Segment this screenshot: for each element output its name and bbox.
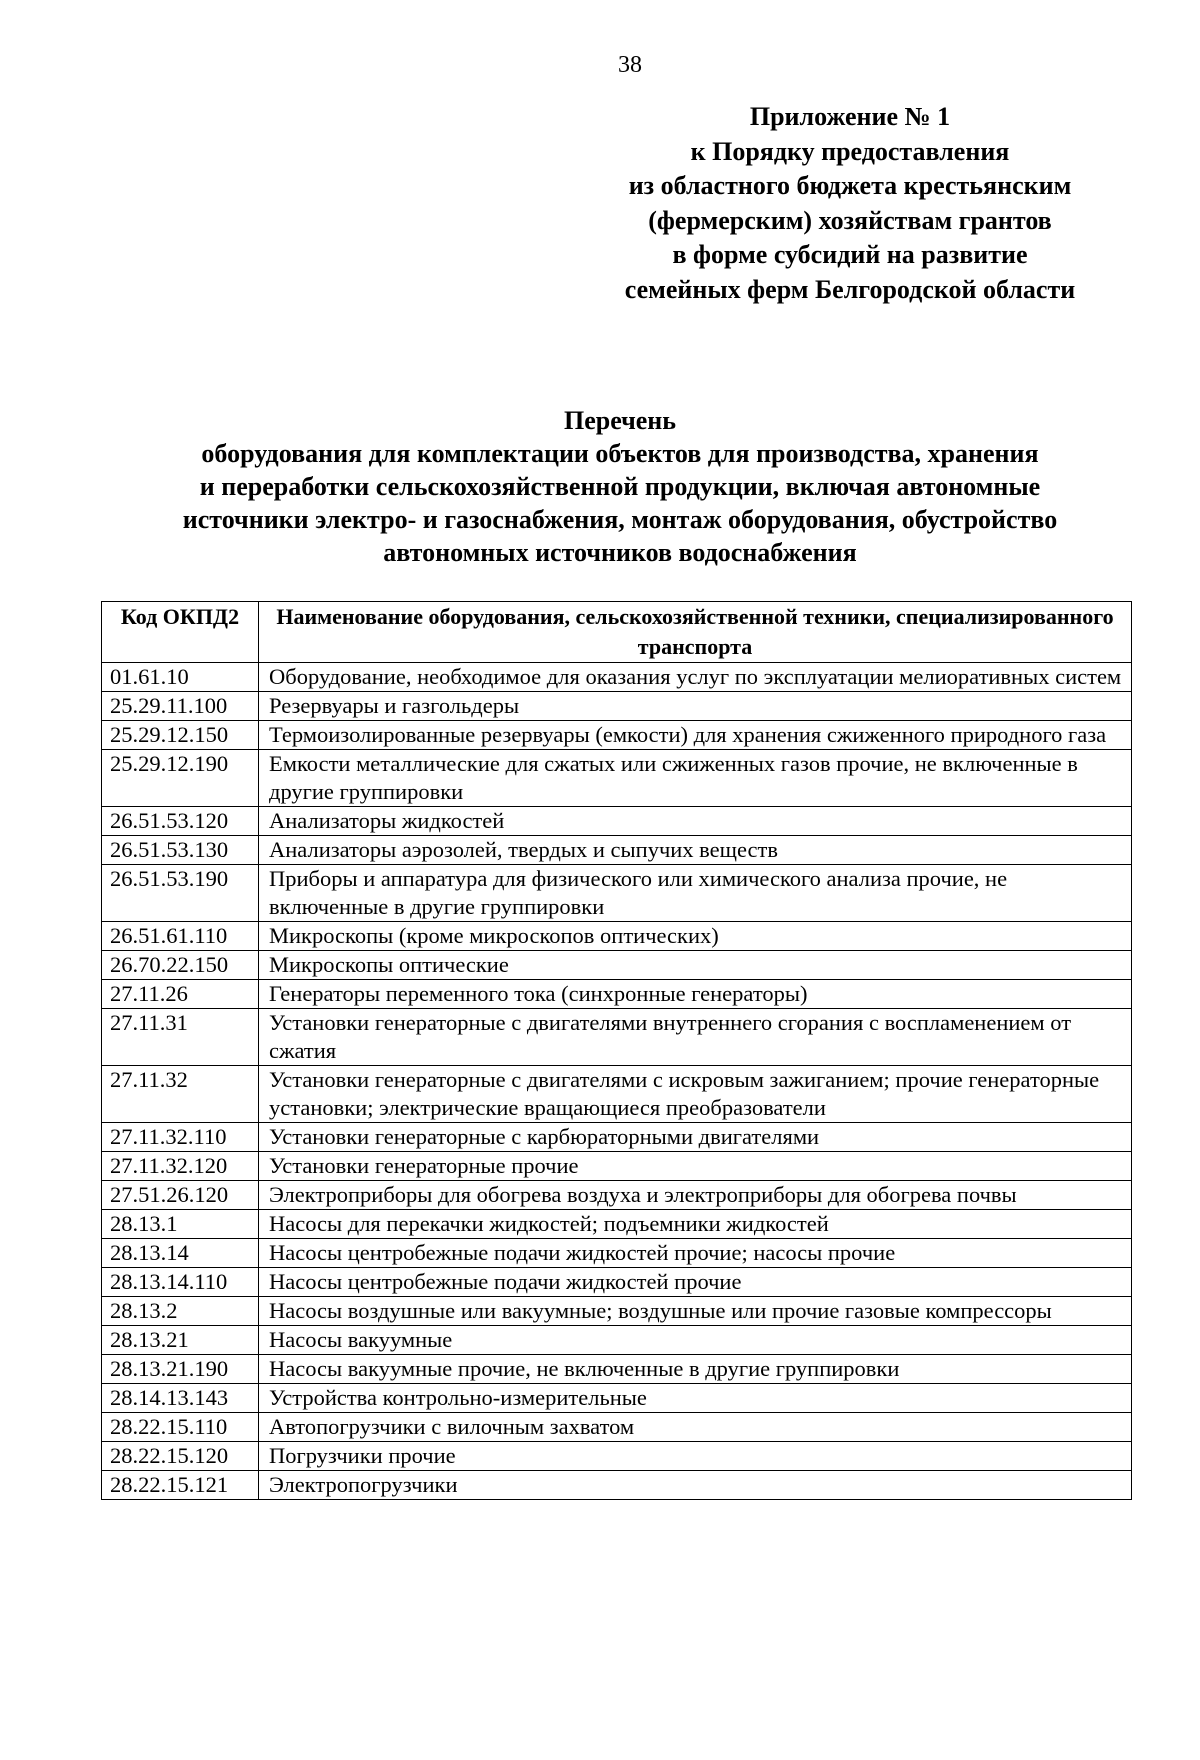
cell-code: 26.51.53.190 (102, 865, 259, 922)
appendix-heading (560, 100, 1140, 307)
cell-code: 26.51.53.120 (102, 807, 259, 836)
cell-code: 01.61.10 (102, 663, 259, 692)
table-body (102, 663, 1132, 1500)
table-row (102, 1123, 1132, 1152)
appendix-line: Приложение № 1 (749, 102, 951, 131)
table-row (102, 1239, 1132, 1268)
appendix-line: в форме субсидий на развитие (672, 240, 1028, 269)
table-row (102, 980, 1132, 1009)
equipment-table (101, 601, 1132, 1500)
table-row (102, 721, 1132, 750)
cell-name: Насосы центробежные подачи жидкостей прочие; насосы прочие (259, 1239, 1132, 1268)
table-row (102, 1355, 1132, 1384)
list-title (100, 404, 1140, 569)
appendix-line: к Порядку предоставления (690, 136, 1010, 166)
cell-code: 27.11.32 (102, 1066, 259, 1123)
page-number: 38 (618, 52, 642, 78)
cell-name: Микроскопы оптические (259, 951, 1132, 980)
table-row (102, 922, 1132, 951)
cell-name: Емкости металлические для сжатых или сжиженных газов прочие, не включенные в другие группировки (259, 750, 1132, 807)
cell-name: Установки генераторные прочие (259, 1152, 1132, 1181)
table-row (102, 1009, 1132, 1066)
cell-code: 26.51.61.110 (102, 922, 259, 951)
cell-code: 26.51.53.130 (102, 836, 259, 865)
cell-name: Насосы центробежные подачи жидкостей прочие (259, 1268, 1132, 1297)
cell-code: 28.13.21 (102, 1326, 259, 1355)
list-title-line: автономных источников водоснабжения (383, 538, 857, 567)
cell-name: Электропогрузчики (259, 1471, 1132, 1500)
equipment-table-wrapper (101, 601, 1132, 1500)
cell-name: Устройства контрольно-измерительные (259, 1384, 1132, 1413)
cell-code: 28.13.21.190 (102, 1355, 259, 1384)
cell-code: 27.11.32.120 (102, 1152, 259, 1181)
cell-code: 28.22.15.120 (102, 1442, 259, 1471)
table-row (102, 1471, 1132, 1500)
cell-code: 27.11.32.110 (102, 1123, 259, 1152)
table-row (102, 1297, 1132, 1326)
table-row (102, 951, 1132, 980)
cell-code: 27.11.26 (102, 980, 259, 1009)
cell-name: Погрузчики прочие (259, 1442, 1132, 1471)
cell-code: 28.13.14 (102, 1239, 259, 1268)
table-row (102, 692, 1132, 721)
table-row (102, 1384, 1132, 1413)
cell-name: Установки генераторные с двигателями внутреннего сгорания с воспламенением от сжатия (259, 1009, 1132, 1066)
list-title-line: Перечень (563, 406, 677, 435)
cell-code: 28.13.14.110 (102, 1268, 259, 1297)
cell-name: Электроприборы для обогрева воздуха и электроприборы для обогрева почвы (259, 1181, 1132, 1210)
cell-name: Приборы и аппаратура для физического или химического анализа прочие, не включенные в другие группировки (259, 865, 1132, 922)
cell-name: Насосы воздушные или вакуумные; воздушные или прочие газовые компрессоры (259, 1297, 1132, 1326)
cell-name: Генераторы переменного тока (синхронные генераторы) (259, 980, 1132, 1009)
table-row (102, 807, 1132, 836)
cell-name: Насосы вакуумные прочие, не включенные в другие группировки (259, 1355, 1132, 1384)
appendix-line: из областного бюджета крестьянским (628, 171, 1072, 200)
appendix-line: семейных ферм Белгородской области (624, 274, 1076, 304)
cell-name: Автопогрузчики с вилочным захватом (259, 1413, 1132, 1442)
cell-code: 25.29.12.190 (102, 750, 259, 807)
table-row (102, 1152, 1132, 1181)
table-row (102, 1268, 1132, 1297)
cell-name: Установки генераторные с двигателями с искровым зажиганием; прочие генераторные установки; электрические вращающиеся преобразователи (259, 1066, 1132, 1123)
table-row (102, 1210, 1132, 1239)
table-row (102, 1442, 1132, 1471)
table-row (102, 663, 1132, 692)
cell-name: Анализаторы аэрозолей, твердых и сыпучих веществ (259, 836, 1132, 865)
cell-name: Анализаторы жидкостей (259, 807, 1132, 836)
table-row (102, 1066, 1132, 1123)
cell-code: 27.51.26.120 (102, 1181, 259, 1210)
table-header-row (102, 602, 1132, 663)
cell-code: 28.13.1 (102, 1210, 259, 1239)
table-row (102, 1326, 1132, 1355)
cell-code: 28.22.15.110 (102, 1413, 259, 1442)
cell-name: Резервуары и газгольдеры (259, 692, 1132, 721)
cell-name: Насосы для перекачки жидкостей; подъемники жидкостей (259, 1210, 1132, 1239)
cell-name: Насосы вакуумные (259, 1326, 1132, 1355)
table-row (102, 750, 1132, 807)
header-code: Код ОКПД2 (102, 602, 259, 663)
cell-name: Микроскопы (кроме микроскопов оптических) (259, 922, 1132, 951)
table-row (102, 836, 1132, 865)
cell-name: Оборудование, необходимое для оказания услуг по эксплуатации мелиоративных систем (259, 663, 1132, 692)
header-name: Наименование оборудования, сельскохозяйственной техники, специализированного транспорта (259, 602, 1132, 663)
table-row (102, 1413, 1132, 1442)
cell-code: 28.13.2 (102, 1297, 259, 1326)
table-row (102, 1181, 1132, 1210)
list-title-line: оборудования для комплектации объектов для производства, хранения (201, 439, 1039, 468)
appendix-line: (фермерским) хозяйствам грантов (648, 205, 1052, 235)
cell-code: 25.29.11.100 (102, 692, 259, 721)
list-title-line: и переработки сельскохозяйственной продукции, включая автономные (199, 472, 1041, 501)
cell-code: 28.22.15.121 (102, 1471, 259, 1500)
cell-code: 25.29.12.150 (102, 721, 259, 750)
cell-code: 28.14.13.143 (102, 1384, 259, 1413)
list-title-line: источники электро- и газоснабжения, монтаж оборудования, обустройство (182, 505, 1058, 534)
cell-code: 27.11.31 (102, 1009, 259, 1066)
cell-code: 26.70.22.150 (102, 951, 259, 980)
cell-name: Термоизолированные резервуары (емкости) для хранения сжиженного природного газа (259, 721, 1132, 750)
cell-name: Установки генераторные с карбюраторными двигателями (259, 1123, 1132, 1152)
table-row (102, 865, 1132, 922)
